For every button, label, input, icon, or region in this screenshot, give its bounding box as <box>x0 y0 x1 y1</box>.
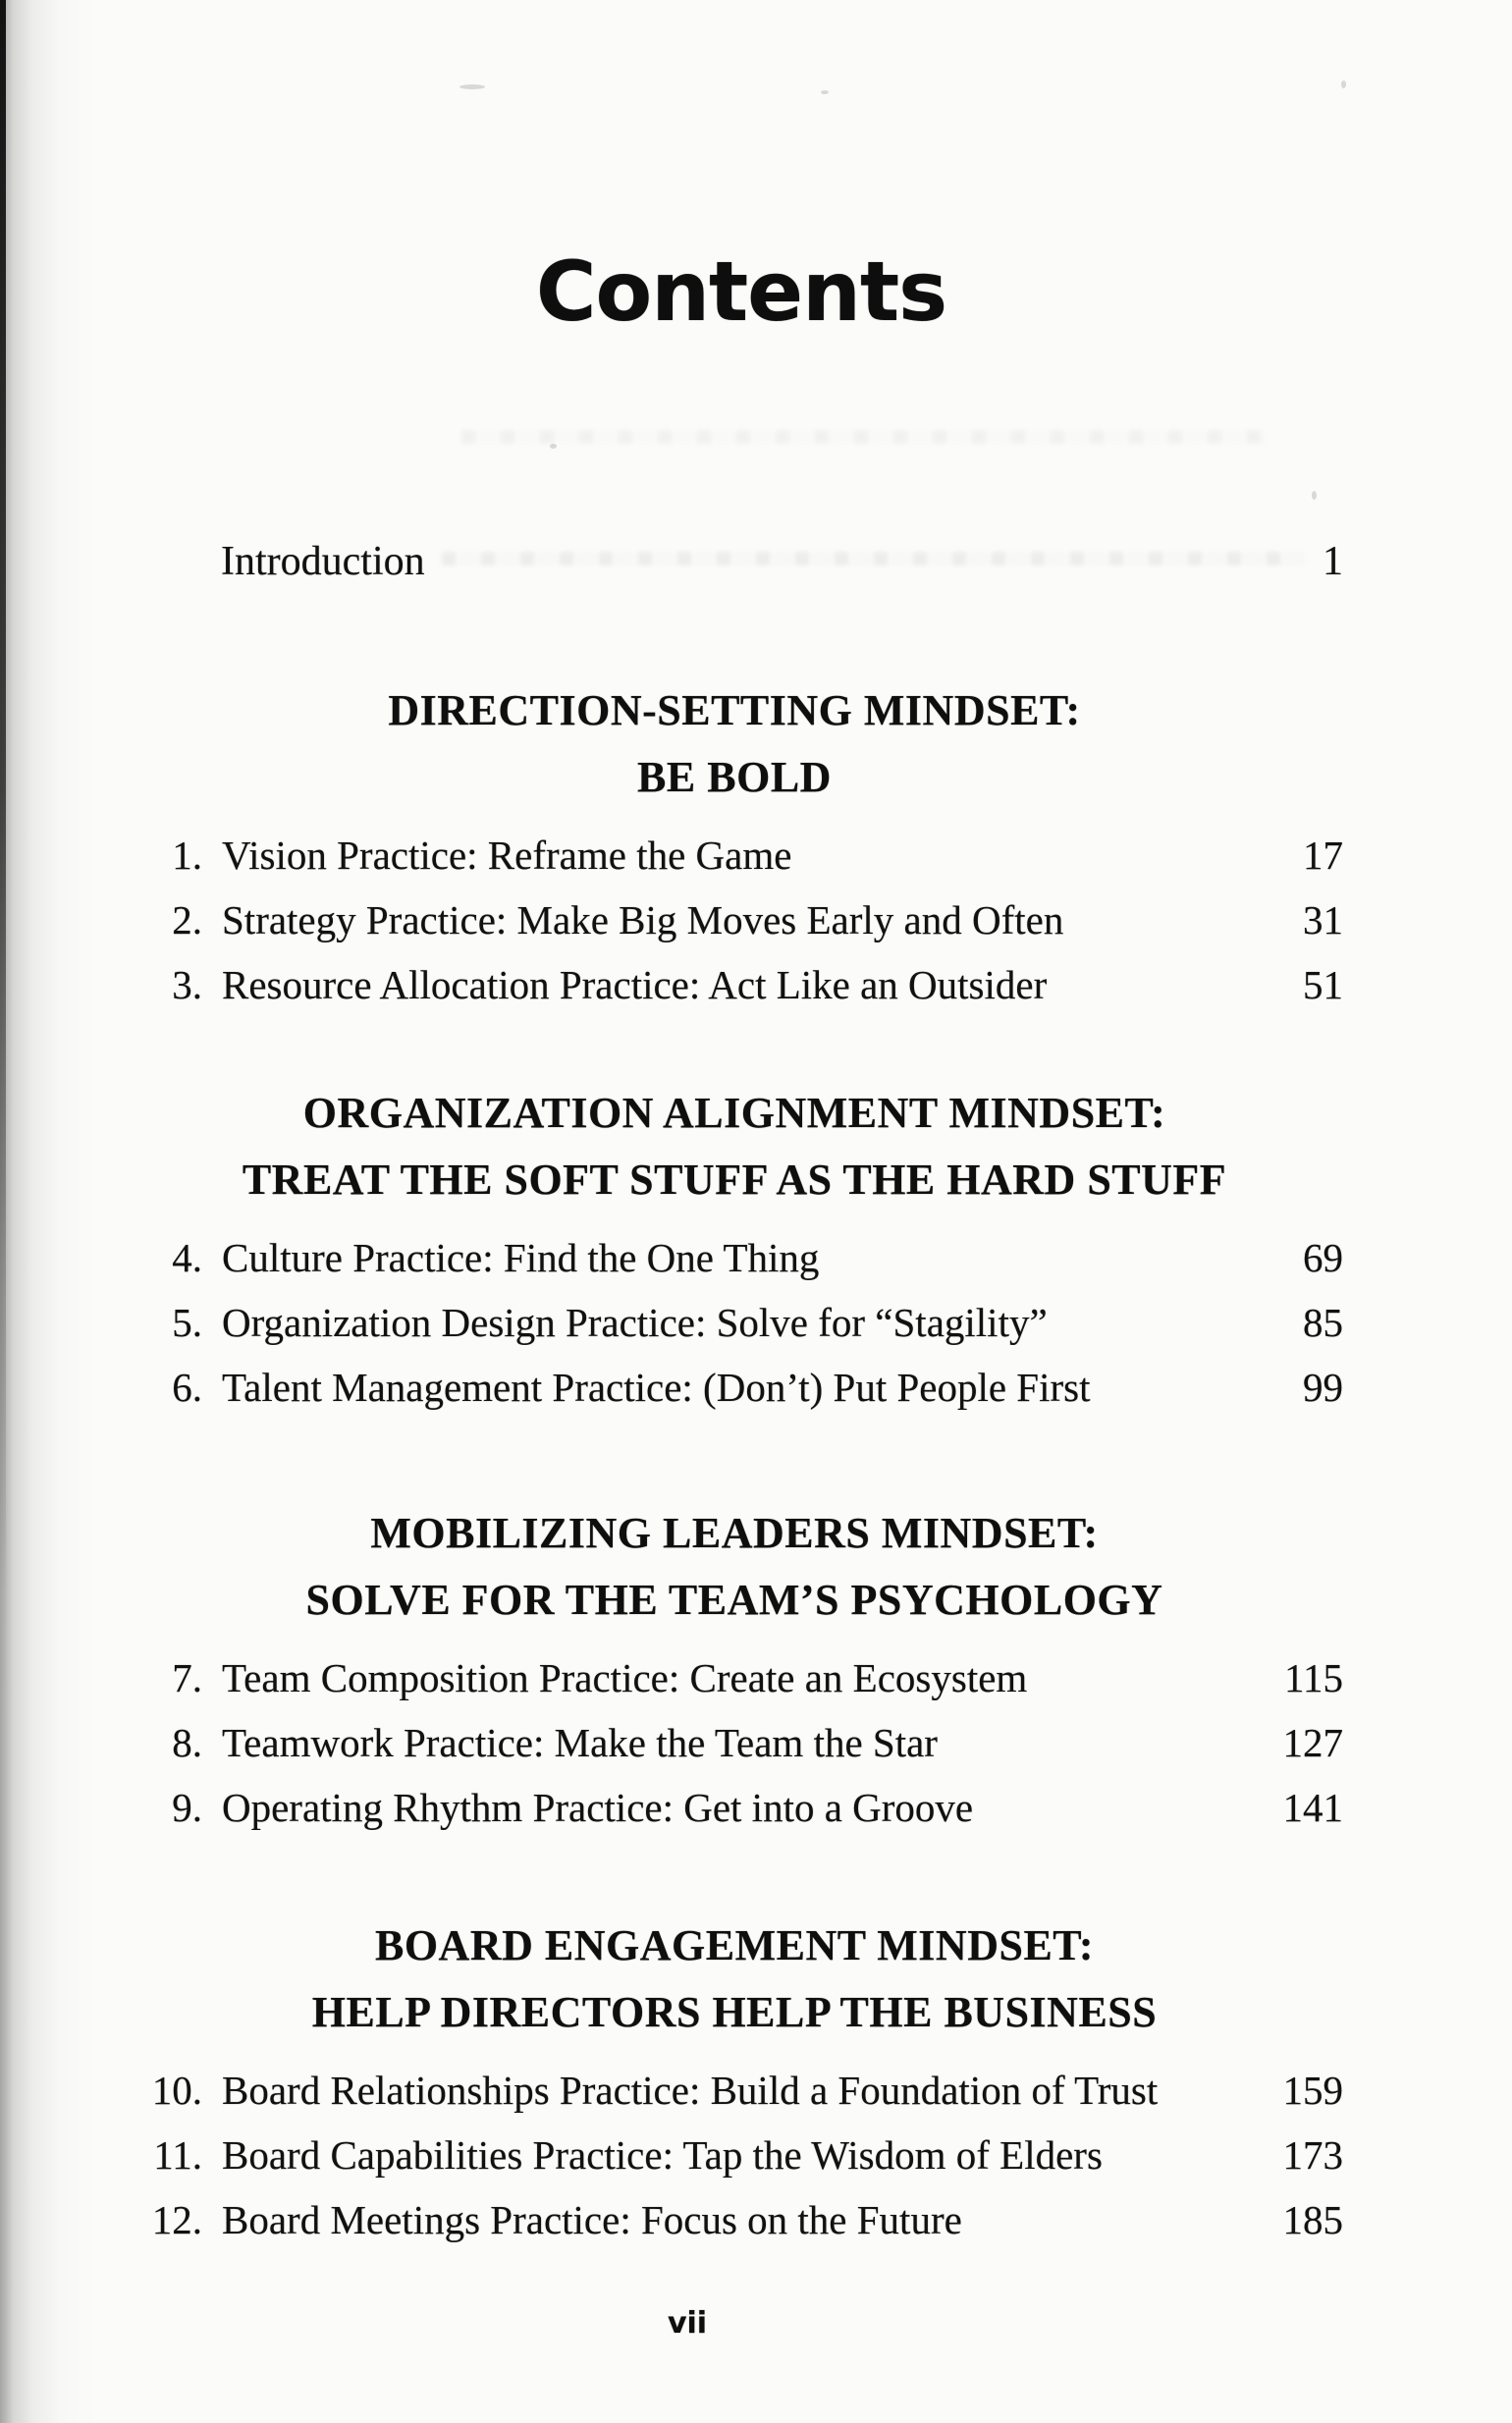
toc-entry <box>126 1300 1343 1345</box>
chapter-title: Talent Management Practice: (Don’t) Put People First <box>222 1365 1091 1410</box>
section-heading-line: ORGANIZATION ALIGNMENT MINDSET: <box>302 1089 1166 1137</box>
chapter-page-number: 99 <box>1303 1365 1343 1410</box>
toc-entries <box>126 1235 1343 1410</box>
toc-entry <box>126 1720 1343 1765</box>
chapter-number: 12. <box>151 2197 202 2242</box>
toc-entries <box>126 2068 1343 2242</box>
chapter-number: 7. <box>172 1655 202 1700</box>
chapter-page-number: 185 <box>1282 2197 1343 2242</box>
chapter-page-number: 173 <box>1282 2132 1343 2178</box>
chapter-number: 8. <box>172 1720 202 1765</box>
scan-edge-line <box>0 0 6 1728</box>
toc-entry <box>126 1365 1343 1410</box>
chapter-title: Board Capabilities Practice: Tap the Wisdom of Elders <box>222 2132 1103 2178</box>
chapter-title: Culture Practice: Find the One Thing <box>222 1235 820 1280</box>
section-heading-line: HELP DIRECTORS HELP THE BUSINESS <box>311 1988 1158 2036</box>
folio-page-number: vii <box>667 2306 708 2341</box>
section-heading <box>126 677 1343 811</box>
page-gutter-shadow <box>0 0 98 2423</box>
chapter-page-number: 127 <box>1282 1720 1343 1765</box>
chapter-number: 1. <box>172 833 202 878</box>
chapter-number: 3. <box>172 962 202 1007</box>
chapter-number: 10. <box>151 2068 202 2113</box>
chapter-title: Operating Rhythm Practice: Get into a Groove <box>222 1785 974 1830</box>
section-heading-line: BE BOLD <box>637 753 832 801</box>
chapter-page-number: 17 <box>1303 833 1343 878</box>
chapter-page-number: 141 <box>1282 1785 1343 1830</box>
toc-entry <box>126 1235 1343 1280</box>
chapter-number: 9. <box>172 1785 202 1830</box>
chapter-number: 11. <box>153 2132 202 2178</box>
chapter-page-number: 115 <box>1284 1655 1343 1700</box>
toc-content <box>126 0 1343 2341</box>
chapter-title: Team Composition Practice: Create an Ecosystem <box>222 1655 1028 1700</box>
toc-entry-introduction <box>126 538 1343 585</box>
section-heading-line: DIRECTION-SETTING MINDSET: <box>388 686 1081 734</box>
chapter-page-number: 85 <box>1303 1300 1343 1345</box>
toc-entry-page-number: 1 <box>1323 539 1343 584</box>
page-title: Contents <box>535 243 947 340</box>
chapter-number: 2. <box>172 897 202 942</box>
toc-entry <box>126 2132 1343 2178</box>
section-heading-line: TREAT THE SOFT STUFF AS THE HARD STUFF <box>242 1156 1227 1204</box>
chapter-title: Vision Practice: Reframe the Game <box>222 833 792 878</box>
toc-section-board-engagement <box>126 1912 1343 2242</box>
chapter-title: Strategy Practice: Make Big Moves Early and Often <box>222 897 1064 942</box>
chapter-number: 6. <box>172 1365 202 1410</box>
toc-entry <box>126 1785 1343 1830</box>
toc-section-mobilizing-leaders <box>126 1500 1343 1830</box>
toc-entries <box>126 833 1343 1007</box>
toc-entries <box>126 1655 1343 1830</box>
section-heading-line: BOARD ENGAGEMENT MINDSET: <box>374 1921 1095 1969</box>
section-heading-line: SOLVE FOR THE TEAM’S PSYCHOLOGY <box>305 1576 1163 1624</box>
chapter-title: Board Meetings Practice: Focus on the Future <box>222 2197 962 2242</box>
chapter-page-number: 69 <box>1303 1235 1343 1280</box>
toc-entry <box>126 1655 1343 1700</box>
chapter-number: 5. <box>172 1300 202 1345</box>
section-heading <box>126 1912 1343 2046</box>
section-heading <box>126 1500 1343 1634</box>
toc-entry <box>126 2068 1343 2113</box>
toc-entry <box>126 2197 1343 2242</box>
chapter-title: Organization Design Practice: Solve for “Stagility” <box>222 1300 1048 1345</box>
chapter-page-number: 159 <box>1282 2068 1343 2113</box>
toc-section-organization-alignment <box>126 1080 1343 1410</box>
chapter-page-number: 51 <box>1303 962 1343 1007</box>
chapter-page-number: 31 <box>1303 897 1343 942</box>
chapter-title: Teamwork Practice: Make the Team the Star <box>222 1720 938 1765</box>
toc-entry <box>126 897 1343 942</box>
toc-section-direction-setting <box>126 677 1343 1007</box>
toc-entry <box>126 962 1343 1007</box>
chapter-number: 4. <box>172 1235 202 1280</box>
section-heading <box>126 1080 1343 1213</box>
chapter-title: Board Relationships Practice: Build a Foundation of Trust <box>222 2068 1159 2113</box>
section-heading-line: MOBILIZING LEADERS MINDSET: <box>370 1509 1099 1557</box>
toc-entry-title: Introduction <box>221 539 425 584</box>
chapter-title: Resource Allocation Practice: Act Like an Outsider <box>222 962 1048 1007</box>
toc-entry <box>126 833 1343 878</box>
